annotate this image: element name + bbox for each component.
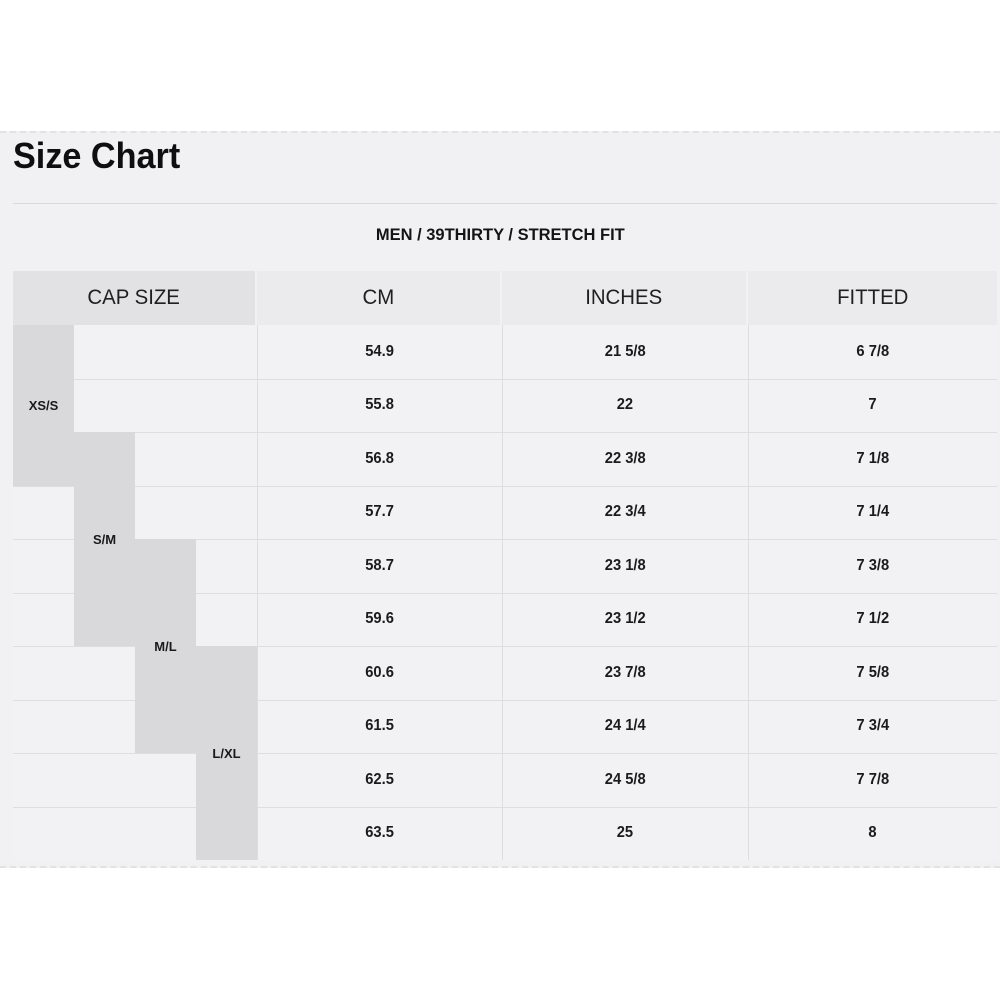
table-row (257, 539, 997, 593)
page-title (13, 135, 189, 177)
cell-cm: 57.7 (365, 503, 394, 521)
table-rows (257, 325, 997, 860)
cell-fitted: 7 3/8 (856, 556, 889, 574)
cell-cm: 63.5 (365, 824, 394, 842)
cell-fitted: 7 1/4 (856, 503, 889, 521)
column-header-inches: INCHES (502, 271, 746, 325)
table-row (257, 325, 997, 379)
cap-size-block-s-m: S/M (74, 432, 135, 646)
title-divider (13, 203, 997, 204)
cell-fitted: 7 3/4 (856, 717, 889, 735)
column-header-cap-size: CAP SIZE (13, 271, 255, 325)
table-row (257, 432, 997, 486)
cell-inches: 23 1/8 (604, 556, 646, 574)
cell-fitted: 7 1/8 (856, 449, 889, 467)
cell-inches: 22 (616, 396, 634, 414)
cell-inches: 21 5/8 (604, 342, 646, 360)
cell-cm: 61.5 (365, 717, 394, 735)
cell-fitted: 7 (868, 396, 877, 414)
cap-size-block-xs-s: XS/S (13, 325, 74, 486)
cell-inches: 23 7/8 (604, 663, 646, 681)
cap-size-block-m-l: M/L (135, 539, 196, 753)
page-title-text: Size Chart (13, 135, 181, 176)
cell-inches: 24 5/8 (604, 770, 646, 788)
cell-fitted: 8 (868, 824, 877, 842)
table-row (257, 379, 997, 433)
cell-cm: 62.5 (365, 770, 394, 788)
table-body (13, 325, 997, 860)
cap-size-block-l-xl: L/XL (196, 646, 257, 860)
table-row (257, 593, 997, 647)
size-table (13, 271, 997, 860)
table-header-row (13, 271, 997, 325)
chart-subtitle-text: MEN / 39THIRTY / STRETCH FIT (375, 225, 625, 244)
table-row (257, 486, 997, 540)
cell-fitted: 7 1/2 (856, 610, 889, 628)
chart-subtitle (0, 224, 1000, 246)
cell-cm: 58.7 (365, 556, 394, 574)
cell-fitted: 7 5/8 (856, 663, 889, 681)
cell-cm: 56.8 (365, 449, 394, 467)
cell-inches: 23 1/2 (604, 610, 646, 628)
cell-inches: 22 3/8 (604, 449, 646, 467)
cell-inches: 24 1/4 (604, 717, 646, 735)
cell-inches: 22 3/4 (604, 503, 646, 521)
cell-fitted: 7 7/8 (856, 770, 889, 788)
table-row (257, 700, 997, 754)
size-chart-panel (0, 131, 1000, 868)
cell-cm: 55.8 (365, 396, 394, 414)
cell-fitted: 6 7/8 (856, 342, 889, 360)
table-row (257, 807, 997, 861)
cell-cm: 54.9 (365, 342, 394, 360)
cell-cm: 59.6 (365, 610, 394, 628)
cell-inches: 25 (616, 824, 634, 842)
table-row (257, 646, 997, 700)
column-header-cm: CM (257, 271, 500, 325)
column-header-fitted: FITTED (748, 271, 997, 325)
table-row (257, 753, 997, 807)
cell-cm: 60.6 (365, 663, 394, 681)
